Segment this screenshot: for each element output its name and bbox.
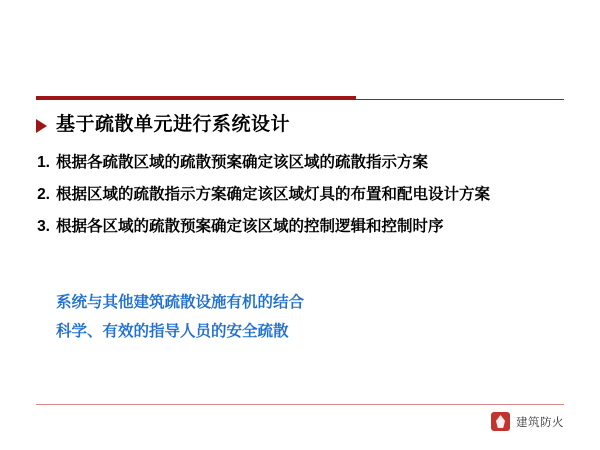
summary-line: 系统与其他建筑疏散设施有机的结合 xyxy=(56,294,305,311)
list-item xyxy=(30,182,578,207)
top-divider-thick xyxy=(36,96,356,100)
list-item xyxy=(30,150,578,175)
list-item-label: 根据区域的疏散指示方案确定该区域灯具的布置和配电设计方案 xyxy=(56,186,491,204)
list-item-number: 1. xyxy=(37,154,50,171)
list-item xyxy=(30,214,578,239)
footer-logo xyxy=(491,412,564,431)
page-title xyxy=(36,114,290,137)
bottom-divider xyxy=(36,404,564,405)
list-item-label: 根据各区域的疏散预案确定该区域的控制逻辑和控制时序 xyxy=(56,218,444,236)
numbered-list xyxy=(30,150,578,246)
shield-icon xyxy=(491,412,510,431)
footer-logo-label: 建筑防火 xyxy=(516,416,564,429)
page-title-text: 基于疏散单元进行系统设计 xyxy=(56,114,291,135)
list-item-label: 根据各疏散区域的疏散预案确定该区域的疏散指示方案 xyxy=(56,154,429,171)
summary-block xyxy=(56,289,556,346)
list-item-number: 3. xyxy=(37,218,50,236)
summary-line: 科学、有效的指导人员的安全疏散 xyxy=(56,322,289,340)
list-item-number: 2. xyxy=(37,186,50,204)
arrow-right-icon xyxy=(36,119,47,133)
